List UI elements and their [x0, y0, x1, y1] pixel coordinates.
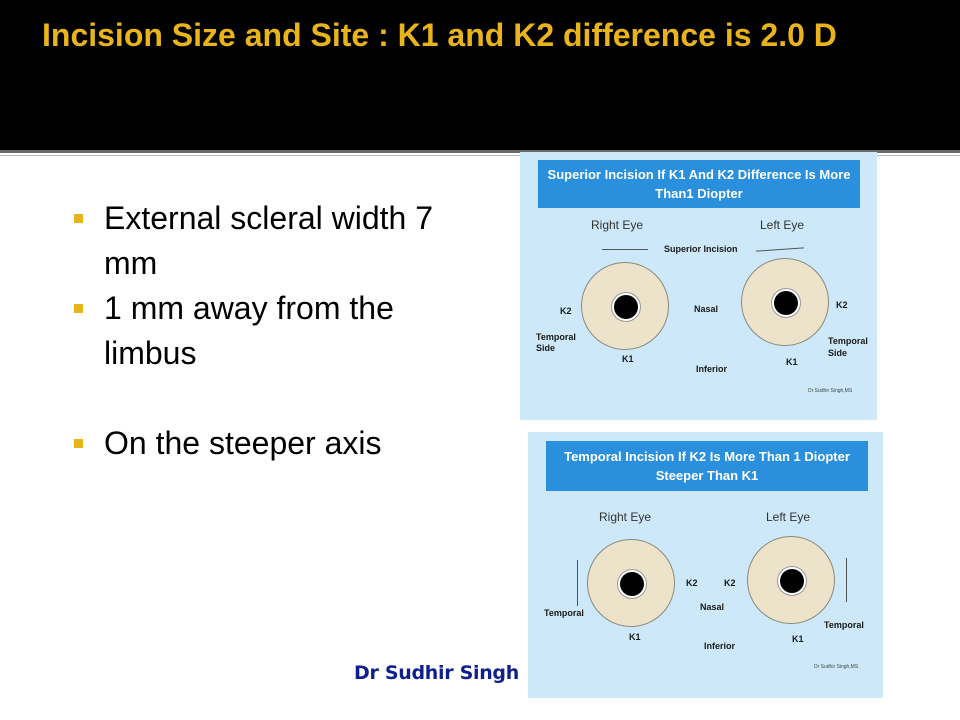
- k1-label: K1: [629, 632, 641, 642]
- k2-label: K2: [724, 578, 736, 588]
- bullet-marker-icon: [74, 214, 83, 223]
- nasal-label: Nasal: [694, 304, 719, 314]
- incision-mark: [577, 560, 578, 606]
- nasal-label: Nasal: [700, 602, 725, 612]
- right-eye-label: Right Eye: [591, 218, 644, 232]
- author-credit: Dr Sudhir Singh: [354, 662, 519, 684]
- temporal-label: Temporal: [544, 608, 584, 618]
- pupil: [620, 572, 644, 596]
- temporal-side-label: Side: [536, 343, 556, 353]
- bullet-list: [72, 196, 492, 466]
- temporal-side-label: Side: [828, 348, 848, 358]
- inferior-label: Inferior: [696, 364, 728, 374]
- bullet-marker-icon: [74, 439, 83, 448]
- bullet-text: 1 mm away from the limbus: [104, 290, 394, 371]
- k1-label: K1: [786, 357, 798, 367]
- incision-mark: [846, 558, 847, 602]
- temporal-side-label: Temporal: [828, 336, 868, 346]
- pupil: [780, 569, 804, 593]
- figure-watermark: Dr Sudhir Singh,MS: [808, 388, 853, 394]
- left-eye-diagram: [747, 536, 835, 624]
- superior-incision-figure: [520, 152, 877, 420]
- figure-header: Temporal Incision If K2 Is More Than 1 Diopter Steeper Than K1: [546, 441, 868, 491]
- k1-label: K1: [622, 354, 634, 364]
- left-eye-label: Left Eye: [760, 218, 805, 232]
- right-eye-label: Right Eye: [599, 510, 652, 524]
- k2-label: K2: [560, 306, 572, 316]
- left-eye-label: Left Eye: [766, 510, 811, 524]
- bullet-text: On the steeper axis: [104, 425, 382, 461]
- temporal-incision-figure: [528, 432, 883, 698]
- bullet-marker-icon: [74, 304, 83, 313]
- incision-mark: [602, 249, 648, 250]
- inferior-label: Inferior: [704, 641, 736, 651]
- left-eye-diagram: [741, 258, 829, 346]
- pupil: [774, 291, 798, 315]
- temporal-side-label: Temporal: [536, 332, 576, 342]
- title-bar: [0, 0, 960, 150]
- right-eye-diagram: [581, 262, 669, 350]
- pupil: [614, 295, 638, 319]
- bullet-item: [72, 286, 492, 376]
- bullet-item: [72, 421, 492, 466]
- superior-incision-label: Superior Incision: [664, 244, 738, 254]
- k1-label: K1: [792, 634, 804, 644]
- k2-label: K2: [836, 300, 848, 310]
- right-eye-diagram: [587, 539, 675, 627]
- figure-watermark: Dr Sudhir Singh,MS: [814, 664, 859, 670]
- slide-title: Incision Size and Site : K1 and K2 difference is 2.0 D: [42, 17, 837, 53]
- incision-mark: [756, 247, 804, 251]
- bullet-item: [72, 196, 492, 286]
- temporal-label: Temporal: [824, 620, 864, 630]
- figure-header: Superior Incision If K1 And K2 Difference Is More Than1 Diopter: [538, 160, 860, 208]
- bullet-text: External scleral width 7 mm: [104, 200, 434, 281]
- k2-label: K2: [686, 578, 698, 588]
